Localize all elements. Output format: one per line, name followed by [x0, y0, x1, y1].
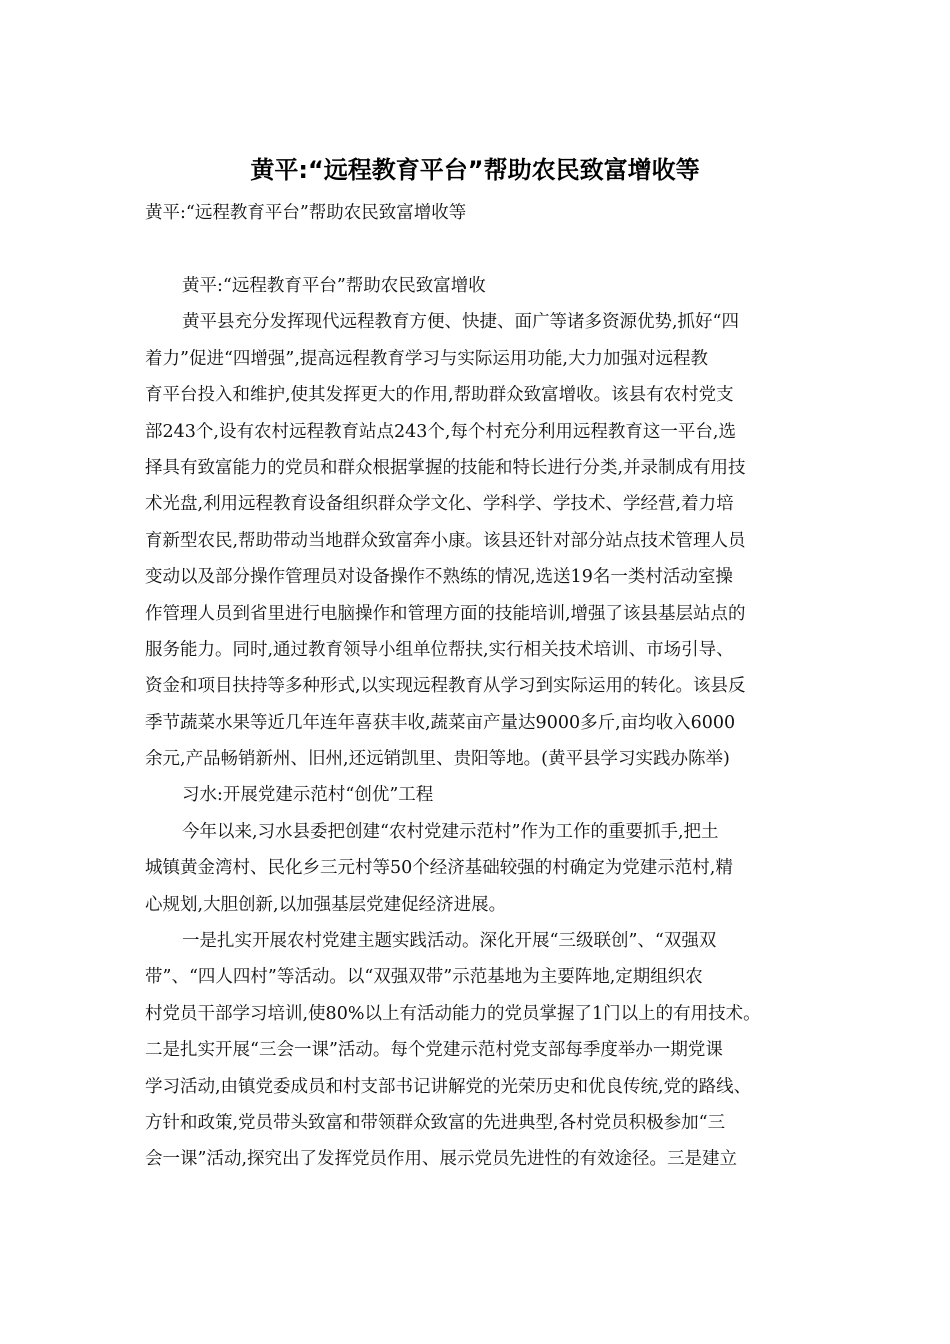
text-line: 着力”促进“四增强”,提高远程教育学习与实际运用功能,大力加强对远程教 [145, 348, 708, 369]
document-title: 黄平:“远程教育平台”帮助农民致富增收等 [250, 156, 700, 184]
text-line: 作管理人员到省里进行电脑操作和管理方面的技能培训,增强了该县基层站点的 [145, 603, 746, 624]
text-line: 城镇黄金湾村、民化乡三元村等50个经济基础较强的村确定为党建示范村,精 [145, 858, 733, 879]
text-line: 今年以来,习水县委把创建“农村党建示范村”作为工作的重要抓手,把土 [182, 821, 719, 842]
text-line: 学习活动,由镇党委成员和村支部书记讲解党的光荣历史和优良传统,党的路线、 [145, 1076, 752, 1097]
text-line: 黄平县充分发挥现代远程教育方便、快捷、面广等诸多资源优势,抓好“四 [182, 312, 740, 333]
text-line: 会一课”活动,探究出了发挥党员作用、展示党员先进性的有效途径。三是建立 [145, 1149, 738, 1170]
document-subtitle: 黄平:“远程教育平台”帮助农民致富增收等 [145, 203, 467, 223]
document-body [145, 268, 805, 1178]
text-line: 习水:开展党建示范村“创优”工程 [182, 785, 434, 806]
text-line: 育新型农民,帮助带动当地群众致富奔小康。该县还针对部分站点技术管理人员 [145, 530, 746, 551]
text-line: 黄平:“远程教育平台”帮助农民致富增收 [182, 276, 486, 296]
text-line: 育平台投入和维护,使其发挥更大的作用,帮助群众致富增收。该县有农村党支 [145, 385, 734, 406]
text-line: 部243个,设有农村远程教育站点243个,每个村充分利用远程教育这一平台,选 [145, 421, 736, 442]
text-line: 二是扎实开展“三会一课”活动。每个党建示范村党支部每季度举办一期党课 [145, 1040, 723, 1061]
text-line: 资金和项目扶持等多种形式,以实现远程教育从学习到实际运用的转化。该县反 [145, 676, 746, 697]
text-line: 心规划,大胆创新,以加强基层党建促经济进展。 [145, 894, 507, 915]
text-line: 村党员干部学习培训,使80%以上有活动能力的党员掌握了1门以上的有用技术。 [145, 1003, 761, 1024]
text-line: 术光盘,利用远程教育设备组织群众学文化、学科学、学技术、学经营,着力培 [145, 494, 734, 515]
text-line: 一是扎实开展农村党建主题实践活动。深化开展“三级联创”、“双强双 [182, 931, 717, 952]
text-line: 季节蔬菜水果等近几年连年喜获丰收,蔬菜亩产量达9000多斤,亩均收入6000 [145, 712, 736, 733]
text-line: 服务能力。同时,通过教育领导小组单位帮扶,实行相关技术培训、市场引导、 [145, 639, 734, 660]
text-line: 余元,产品畅销新州、旧州,还远销凯里、贵阳等地。(黄平县学习实践办陈举) [145, 749, 730, 770]
text-line: 带”、“四人四村”等活动。以“双强双带”示范基地为主要阵地,定期组织农 [145, 967, 703, 988]
text-line: 择具有致富能力的党员和群众根据掌握的技能和特长进行分类,并录制成有用技 [145, 457, 746, 478]
text-line: 变动以及部分操作管理员对设备操作不熟练的情况,选送19名一类村活动室操 [145, 567, 733, 588]
text-line: 方针和政策,党员带头致富和带领群众致富的先进典型,各村党员积极参加“三 [145, 1112, 726, 1133]
